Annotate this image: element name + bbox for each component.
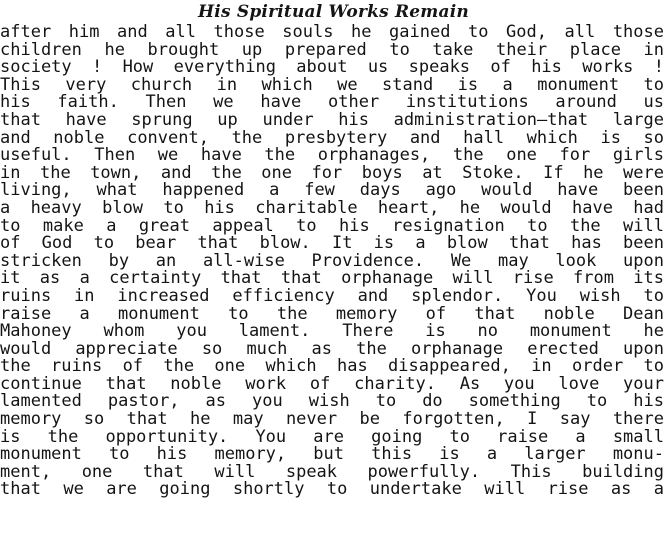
article-line: ment, one that will speak powerfully. This building [0,461,664,482]
article-line: in the town, and the one for boys at Stoke. If he were [0,162,664,183]
article-line: continue that noble work of charity. As you love your [0,373,664,394]
article-line: This very church in which we stand is a monument to [0,74,664,95]
article-line: it as a certainty that that orphanage will rise from its [0,268,664,289]
article-line: Mahoney whom you lament. There is no monument he [0,321,664,342]
article-line: society ! How everything about us speaks of his works ! [0,57,664,78]
article-line: useful. Then we have the orphanages, the one for girls [0,145,664,166]
article-line: raise a monument to the memory of that noble Dean [0,303,664,324]
article-line: would appreciate so much as the orphanage erected upon [0,338,664,359]
article-line: stricken by an all-wise Providence. We may look upon [0,250,664,271]
article-line: to make a great appeal to his resignation to the will [0,215,664,236]
article-line: a heavy blow to his charitable heart, he would have had [0,197,664,218]
article-line: his faith. Then we have other institutions around us [0,92,664,113]
article-headline: His Spiritual Works Remain [198,2,469,22]
article-line: and noble convent, the presbytery and hall which is so [0,127,664,148]
article-line: memory so that he may never be forgotten, I say there [0,409,664,430]
article-line: living, what happened a few days ago would have been [0,180,664,201]
article-line: is the opportunity. You are going to raise a small [0,426,664,447]
article-line: lamented pastor, as you wish to do something to his [0,391,664,412]
article-line: that have sprung up under his administration—that large [0,109,664,130]
article-line: monument to his memory, but this is a larger monu- [0,444,664,465]
article-line: children he brought up prepared to take their place in [0,39,664,60]
article-line: after him and all those souls he gained to God, all those [0,22,664,42]
article-body [0,24,667,499]
article-line: that we are going shortly to undertake will rise as a [0,479,664,500]
article-line: the ruins of the one which has disappeared, in order to [0,356,664,377]
article-line: ruins in increased efficiency and splendor. You wish to [0,285,664,306]
article-line: of God to bear that blow. It is a blow that has been [0,233,664,254]
